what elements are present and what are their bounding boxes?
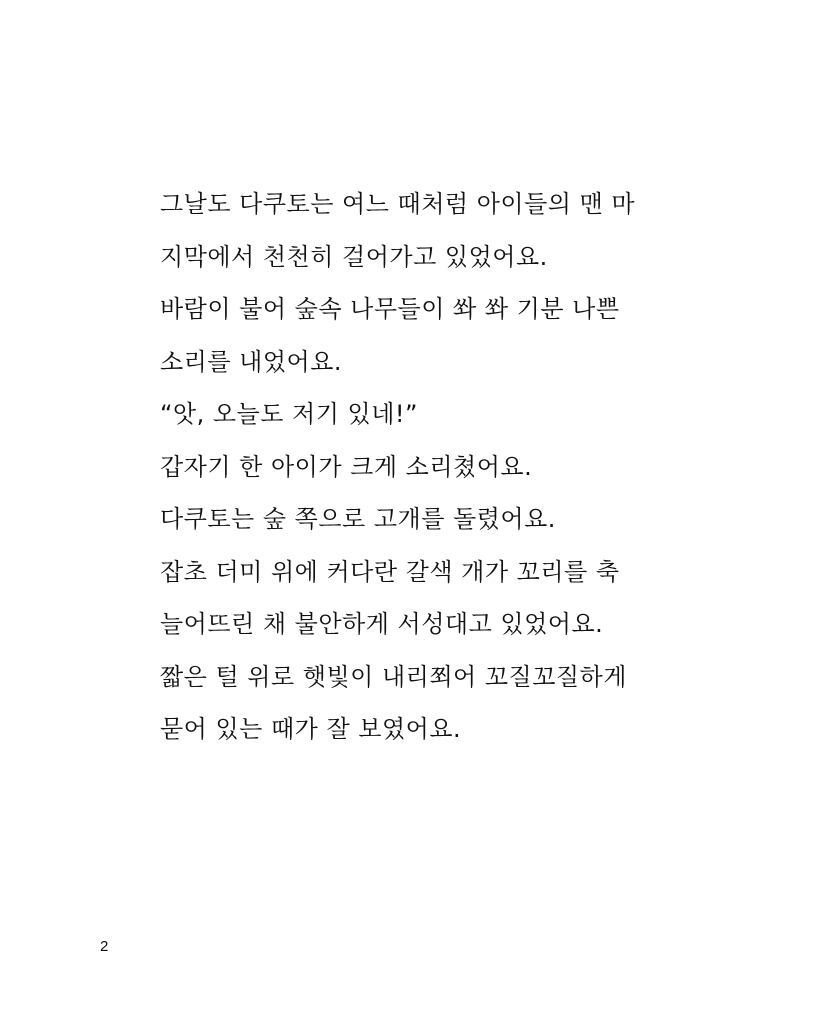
story-line: 지막에서 천천히 걸어가고 있었어요. bbox=[160, 242, 548, 271]
story-line: “앗, 오늘도 저기 있네!” bbox=[160, 400, 418, 428]
story-text bbox=[160, 178, 665, 756]
story-line: 잡초 더미 위에 커다란 갈색 개가 꼬리를 축 bbox=[160, 557, 620, 586]
story-line: 갑자기 한 아이가 크게 소리쳤어요. bbox=[160, 452, 533, 481]
story-line: 짧은 털 위로 햇빛이 내리쬐어 꼬질꼬질하게 bbox=[160, 662, 627, 691]
page-number: 2 bbox=[100, 938, 109, 955]
story-line: 소리를 내었어요. bbox=[160, 347, 343, 376]
story-line: 다쿠토는 숲 쪽으로 고개를 돌렸어요. bbox=[160, 505, 556, 533]
story-line: 묻어 있는 때가 잘 보였어요. bbox=[160, 715, 462, 743]
story-line: 바람이 불어 숲속 나무들이 쏴 쏴 기분 나쁜 bbox=[160, 295, 620, 323]
story-line: 늘어뜨린 채 불안하게 서성대고 있었어요. bbox=[160, 610, 604, 638]
story-line: 그날도 다쿠토는 여느 때처럼 아이들의 맨 마 bbox=[160, 190, 636, 218]
